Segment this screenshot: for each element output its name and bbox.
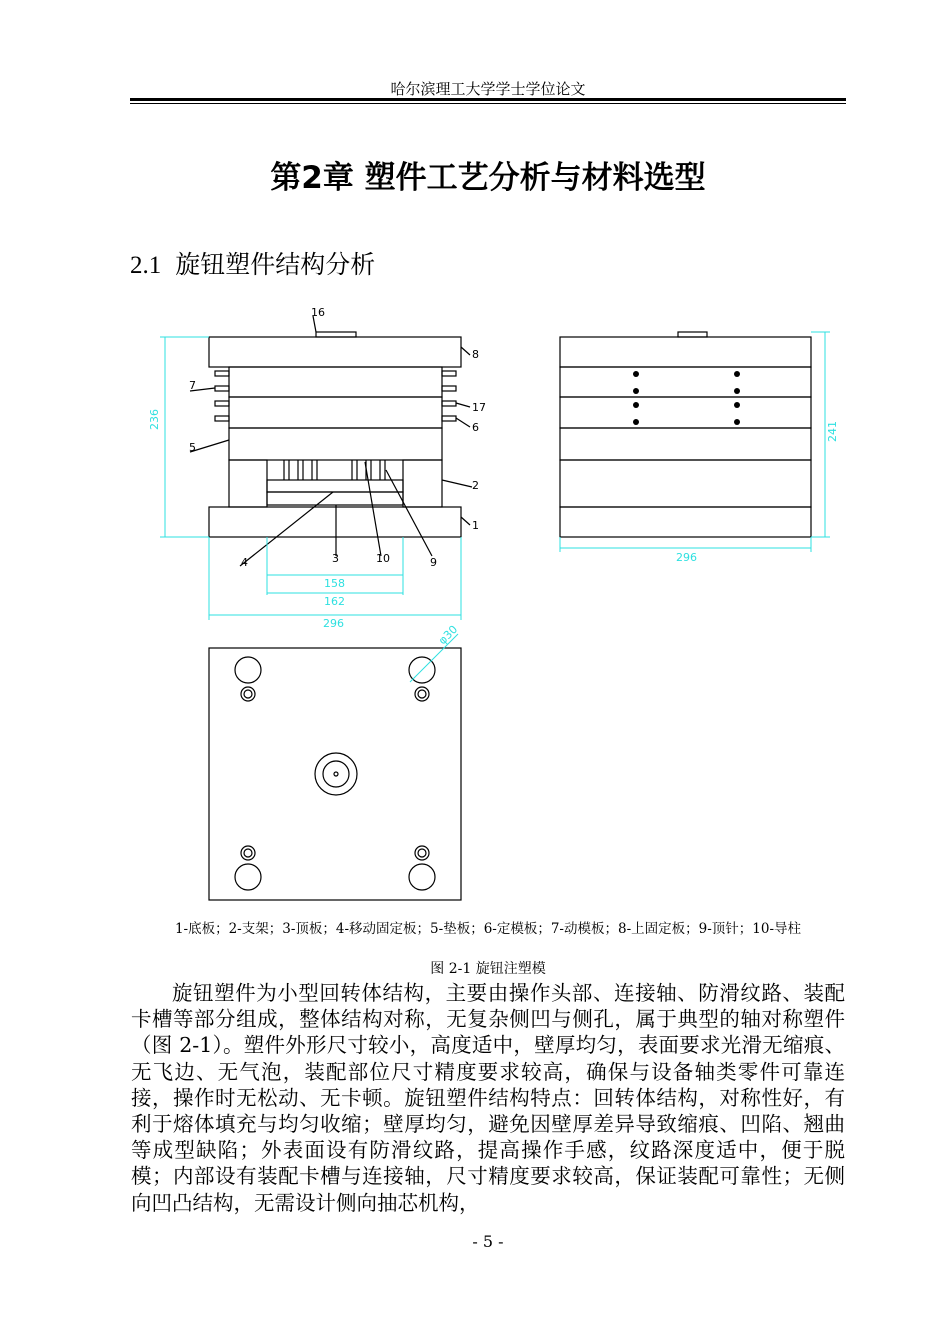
figure-legend: 1-底板；2-支架；3-顶板；4-移动固定板；5-垫板；6-定模板；7-动模板；8-上固定板；9-顶针；10-导柱 (174, 921, 802, 937)
part-label-16: 16 (311, 306, 325, 319)
dim-front-height: 236 (148, 409, 161, 430)
part-label-6: 6 (472, 421, 479, 434)
section-heading (130, 245, 375, 281)
dim-hole-diameter: φ30 (435, 622, 461, 648)
figure-caption: 图 2-1 旋钮注塑模 (430, 961, 546, 977)
sprue-bushing (316, 332, 356, 337)
moving-plate (229, 397, 442, 428)
part-label-2: 2 (472, 479, 479, 492)
top-clamp-plate (209, 337, 461, 367)
bottom-plate (209, 507, 461, 537)
part-label-4: 4 (241, 556, 248, 569)
running-header: 哈尔滨理工大学学士学位论文 (390, 80, 586, 98)
dim-front-width: 296 (323, 617, 344, 630)
part-label-1: 1 (472, 519, 479, 532)
ejector-plate (267, 492, 403, 505)
dim-side-height: 241 (826, 421, 839, 442)
page-number: - 5 - (472, 1232, 504, 1251)
dim-side-width: 296 (676, 551, 697, 564)
part-label-8: 8 (472, 348, 479, 361)
ejector-retainer (267, 480, 403, 492)
mold-drawing-figure (140, 300, 840, 910)
part-label-9: 9 (430, 556, 437, 569)
section-number: 2.1 (130, 252, 162, 279)
dim-162: 162 (324, 595, 345, 608)
fixed-plate (229, 367, 442, 397)
dim-158: 158 (324, 577, 345, 590)
part-label-7: 7 (189, 379, 196, 392)
spacer-left (229, 460, 267, 507)
chapter-title: 第2章 塑件工艺分析与材料选型 (270, 160, 706, 196)
part-label-10: 10 (376, 552, 390, 565)
section-title: 旋钮塑件结构分析 (175, 250, 376, 279)
header-rule-thick (130, 98, 846, 101)
body-paragraph: 旋钮塑件为小型回转体结构，主要由操作头部、连接轴、防滑纹路、装配卡槽等部分组成，整体结构对称，无复杂侧凹与侧孔，属于典型的轴对称塑件（图 2-1）。塑件外形尺寸较小，高度适中，壁厚均匀，表面要求光滑无缩痕、无飞边、无气泡，装配部位尺寸精度要求较高，确保与设备轴类零件可靠连接，操作时无松动、无卡顿。旋钮塑件结构特点：回转体结构，对称性好，有利于熔体填充与均匀收缩；壁厚均匀，避免因壁厚差异导致缩痕、凹陷、翘曲等成型缺陷；外表面设有防滑纹路，提高操作手感，纹路深度适中，便于脱模；内部设有装配卡槽与连接轴，尺寸精度要求较高，保证装配可靠性；无侧向凹凸结构，无需设计侧向抽芯机构， (131, 981, 845, 1215)
spacer-right (403, 460, 442, 507)
part-label-17: 17 (472, 401, 486, 414)
support-plate (229, 428, 442, 460)
header-rule-thin (130, 103, 846, 104)
part-label-3: 3 (332, 552, 339, 565)
part-label-5: 5 (189, 441, 196, 454)
